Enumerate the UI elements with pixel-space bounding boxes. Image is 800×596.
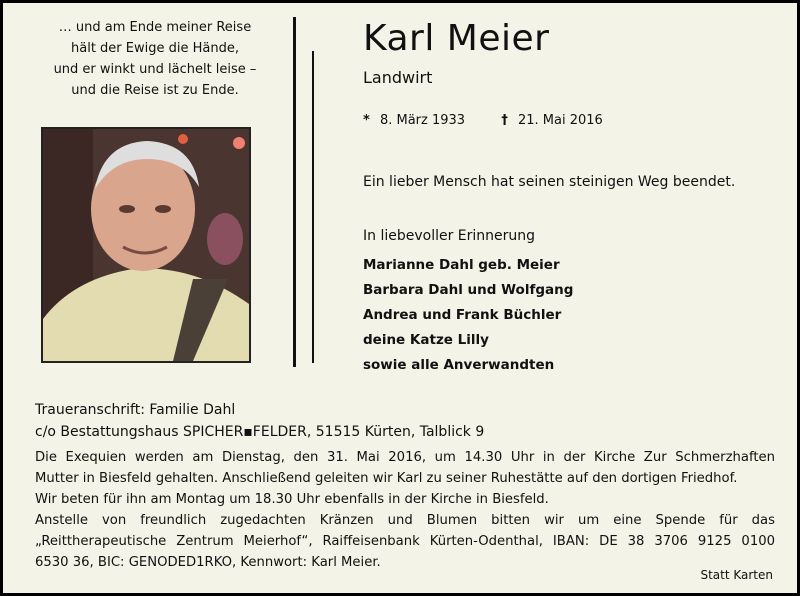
body-line: Wir beten für ihn am Montag um 18.30 Uhr ebenfalls in der Kirche in Biesfeld.: [35, 492, 549, 507]
cross-icon: †: [501, 113, 508, 128]
obituary-card: [3, 3, 797, 593]
mourning-address: [35, 399, 484, 443]
mourner: deine Katze Lilly: [363, 332, 489, 348]
mourner: Marianne Dahl geb. Meier: [363, 257, 560, 273]
death-date: 21. Mai 2016: [517, 113, 603, 128]
tagline: Ein lieber Mensch hat seinen steinigen Weg beendet.: [363, 174, 736, 190]
birth-symbol: *: [363, 113, 370, 128]
portrait-illustration: [43, 129, 249, 361]
body-line: Die Exequien werden am Dienstag, den 31. Mai 2016, um 14.30 Uhr in der Kirche Zur Schmerzhaften: [35, 450, 775, 465]
body-line: Mutter in Biesfeld gehalten. Anschließend geleiten wir Karl zu seiner Ruhestätte auf den dortigen Friedhof.: [35, 471, 738, 486]
life-dates: [363, 111, 603, 131]
address-line: c/o Bestattungshaus SPICHER▪FELDER, 51515 Kürten, Talblick 9: [35, 424, 485, 440]
mourners-list: [363, 253, 573, 378]
poem-line: hält der Ewige die Hände,: [71, 41, 239, 56]
body-line: „Reittherapeutische Zentrum Meierhof“, Raiffeisenbank Kürten-Odenthal, IBAN: DE 38 3706 9125 0100: [35, 534, 775, 549]
portrait-photo: [41, 127, 251, 363]
poem: [29, 17, 281, 101]
address-line: Traueranschrift: Familie Dahl: [35, 402, 236, 418]
poem-line: und die Reise ist zu Ende.: [71, 83, 239, 98]
body-line: Anstelle von freundlich zugedachten Kränzen und Blumen bitten wir um eine Spende für das: [35, 513, 775, 528]
mourner: Andrea und Frank Büchler: [363, 307, 562, 323]
mourner: Barbara Dahl und Wolfgang: [363, 282, 574, 298]
service-details: [35, 447, 775, 573]
deceased-occupation: Landwirt: [363, 68, 433, 87]
poem-line: … und am Ende meiner Reise: [58, 20, 252, 35]
birth-date: 8. März 1933: [379, 113, 466, 128]
divider-line: [312, 51, 314, 363]
footer-note: Statt Karten: [700, 568, 773, 582]
divider-line: [293, 17, 296, 367]
memory-heading: In liebevoller Erinnerung: [363, 228, 536, 244]
deceased-name: Karl Meier: [363, 18, 550, 59]
mourner: sowie alle Anverwandten: [363, 357, 555, 373]
poem-line: und er winkt und lächelt leise –: [53, 62, 257, 77]
body-line: 6530 36, BIC: GENODED1RKO, Kennwort: Karl Meier.: [35, 555, 381, 570]
